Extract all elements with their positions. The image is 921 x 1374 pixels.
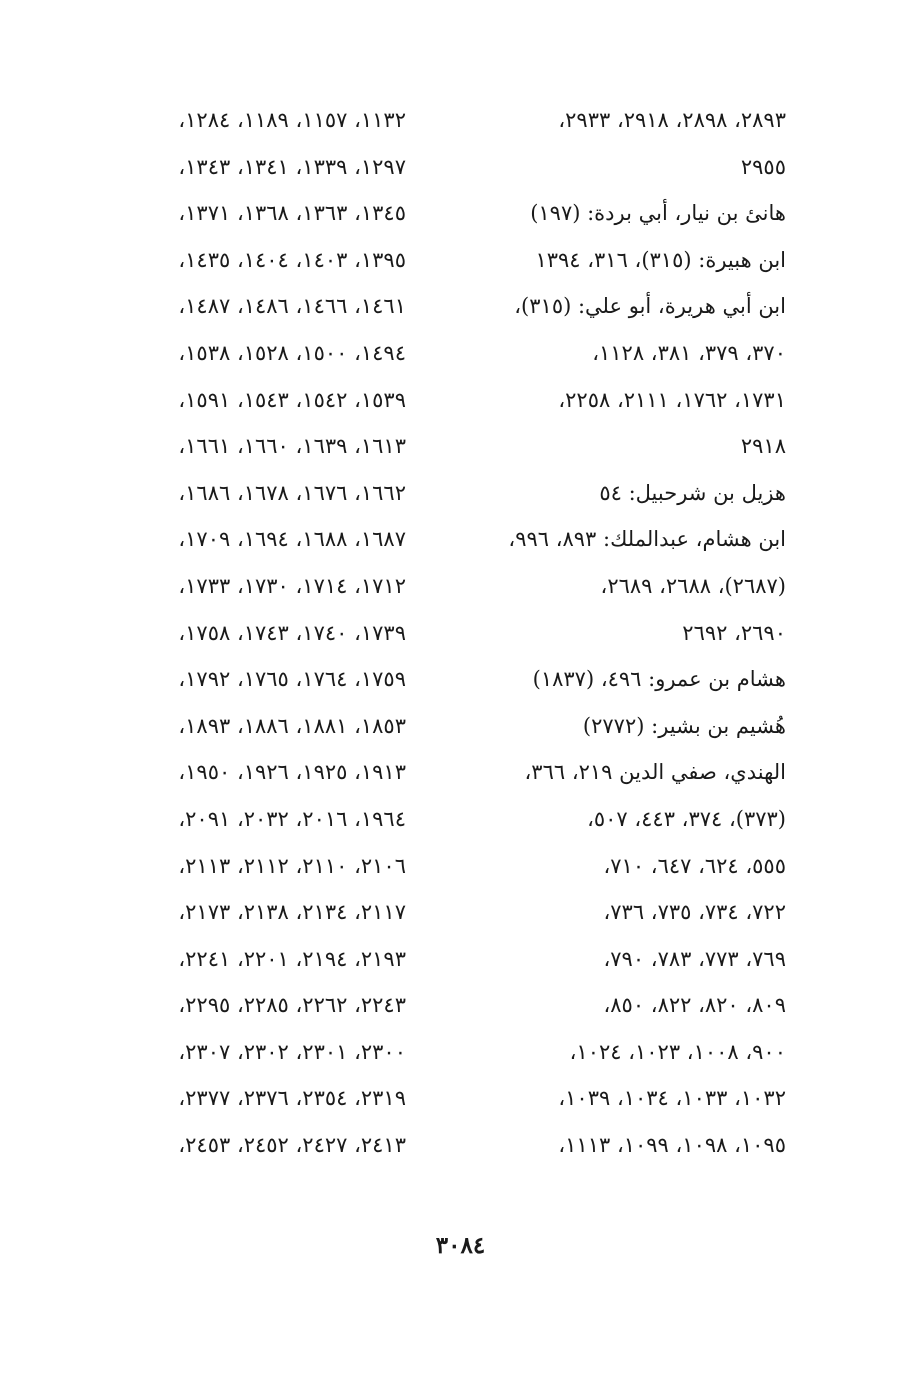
index-line: ١٣٤٥، ١٣٦٣، ١٣٦٨، ١٣٧١، xyxy=(178,201,406,226)
index-line: ١٧٣٩، ١٧٤٠، ١٧٤٣، ١٧٥٨، xyxy=(178,620,406,645)
index-line: ٢٨٩٣، ٢٨٩٨، ٢٩١٨، ٢٩٣٣، xyxy=(558,108,786,132)
index-entry: هزيل بن شرحبيل: ٥٤ xyxy=(599,480,786,505)
index-entry: الهندي، صفي الدين ٢١٩، ٣٦٦، xyxy=(524,760,786,785)
index-entry: ابن أبي هريرة، أبو علي: (٣١٥)، xyxy=(514,294,786,319)
index-line: ١٩٦٤، ٢٠١٦، ٢٠٣٢، ٢٠٩١، xyxy=(178,806,406,831)
index-line: ٥٥٥، ٦٢٤، ٦٤٧، ٧١٠، xyxy=(603,853,786,878)
index-line: ١٧٣١، ١٧٦٢، ٢١١١، ٢٢٥٨، xyxy=(558,387,786,412)
index-entry: هانئ بن نيار، أبي بردة: (١٩٧) xyxy=(530,201,786,226)
index-line: ١٠٣٢، ١٠٣٣، ١٠٣٤، ١٠٣٩، xyxy=(558,1086,786,1111)
index-line: ٧٦٩، ٧٧٣، ٧٨٣، ٧٩٠، xyxy=(603,946,786,971)
index-line: ٢٩٥٥ xyxy=(740,154,786,179)
index-line: ١٣٩٥، ١٤٠٣، ١٤٠٤، ١٤٣٥، xyxy=(178,247,406,272)
index-line: ١٤٦١، ١٤٦٦، ١٤٨٦، ١٤٨٧، xyxy=(178,294,406,319)
index-line: ١٠٩٥، ١٠٩٨، ١٠٩٩، ١١١٣، xyxy=(558,1133,786,1158)
index-line: ٢١١٧، ٢١٣٤، ٢١٣٨، ٢١٧٣، xyxy=(178,900,406,925)
index-entry: هُشيم بن بشير: (٢٧٧٢) xyxy=(582,713,786,738)
index-entry: ابن هشام، عبدالملك: ٨٩٣، ٩٩٦، xyxy=(508,527,786,552)
index-line: (٢٦٨٧)، ٢٦٨٨، ٢٦٨٩، xyxy=(600,573,786,598)
index-line: ٢٤١٣، ٢٤٢٧، ٢٤٥٢، ٢٤٥٣، xyxy=(178,1133,406,1158)
index-line: ٢٩١٨ xyxy=(740,434,786,459)
index-line: ١٧١٢، ١٧١٤، ١٧٣٠، ١٧٣٣، xyxy=(178,573,406,598)
index-line: ٢١٠٦، ٢١١٠، ٢١١٢، ٢١١٣، xyxy=(178,853,406,878)
page-number: ٣٠٨٤ xyxy=(435,1232,486,1259)
index-line: ١٢٩٧، ١٣٣٩، ١٣٤١، ١٣٤٣، xyxy=(178,154,406,179)
index-line: ٨٠٩، ٨٢٠، ٨٢٢، ٨٥٠، xyxy=(603,993,786,1018)
index-line: ١٩١٣، ١٩٢٥، ١٩٢٦، ١٩٥٠، xyxy=(178,760,406,785)
index-line: ١٧٥٩، ١٧٦٤، ١٧٦٥، ١٧٩٢، xyxy=(178,667,406,692)
index-entry: ابن هبيرة: (٣١٥)، ٣١٦، ١٣٩٤ xyxy=(535,247,786,272)
index-line: (٣٧٣)، ٣٧٤، ٤٤٣، ٥٠٧، xyxy=(587,806,786,831)
index-line: ١٦٦٢، ١٦٧٦، ١٦٧٨، ١٦٨٦، xyxy=(178,480,406,505)
index-line: ٢٣١٩، ٢٣٥٤، ٢٣٧٦، ٢٣٧٧، xyxy=(178,1086,406,1111)
index-line: ٢٦٩٠، ٢٦٩٢ xyxy=(682,620,786,645)
index-line: ٩٠٠، ١٠٠٨، ١٠٢٣، ١٠٢٤، xyxy=(569,1039,786,1064)
index-line: ١٦١٣، ١٦٣٩، ١٦٦٠، ١٦٦١، xyxy=(178,434,406,459)
index-line: ٣٧٠، ٣٧٩، ٣٨١، ١١٢٨، xyxy=(592,340,786,365)
index-line: ١٤٩٤، ١٥٠٠، ١٥٢٨، ١٥٣٨، xyxy=(178,340,406,365)
index-line: ١٦٨٧، ١٦٨٨، ١٦٩٤، ١٧٠٩، xyxy=(178,527,406,552)
index-line: ١٨٥٣، ١٨٨١، ١٨٨٦، ١٨٩٣، xyxy=(178,713,406,738)
index-column-right xyxy=(466,97,786,1169)
index-line: ٢١٩٣، ٢١٩٤، ٢٢٠١، ٢٢٤١، xyxy=(178,946,406,971)
index-line: ٧٢٢، ٧٣٤، ٧٣٥، ٧٣٦، xyxy=(603,900,786,925)
index-line: ١١٣٢، ١١٥٧، ١١٨٩، ١٢٨٤، xyxy=(178,108,406,132)
index-entry: هشام بن عمرو: ٤٩٦، (١٨٣٧) xyxy=(532,667,786,692)
index-column-left xyxy=(96,97,406,1169)
index-line: ٢٢٤٣، ٢٢٦٢، ٢٢٨٥، ٢٢٩٥، xyxy=(178,993,406,1018)
index-line: ٢٣٠٠، ٢٣٠١، ٢٣٠٢، ٢٣٠٧، xyxy=(178,1039,406,1064)
index-line: ١٥٣٩، ١٥٤٢، ١٥٤٣، ١٥٩١، xyxy=(178,387,406,412)
